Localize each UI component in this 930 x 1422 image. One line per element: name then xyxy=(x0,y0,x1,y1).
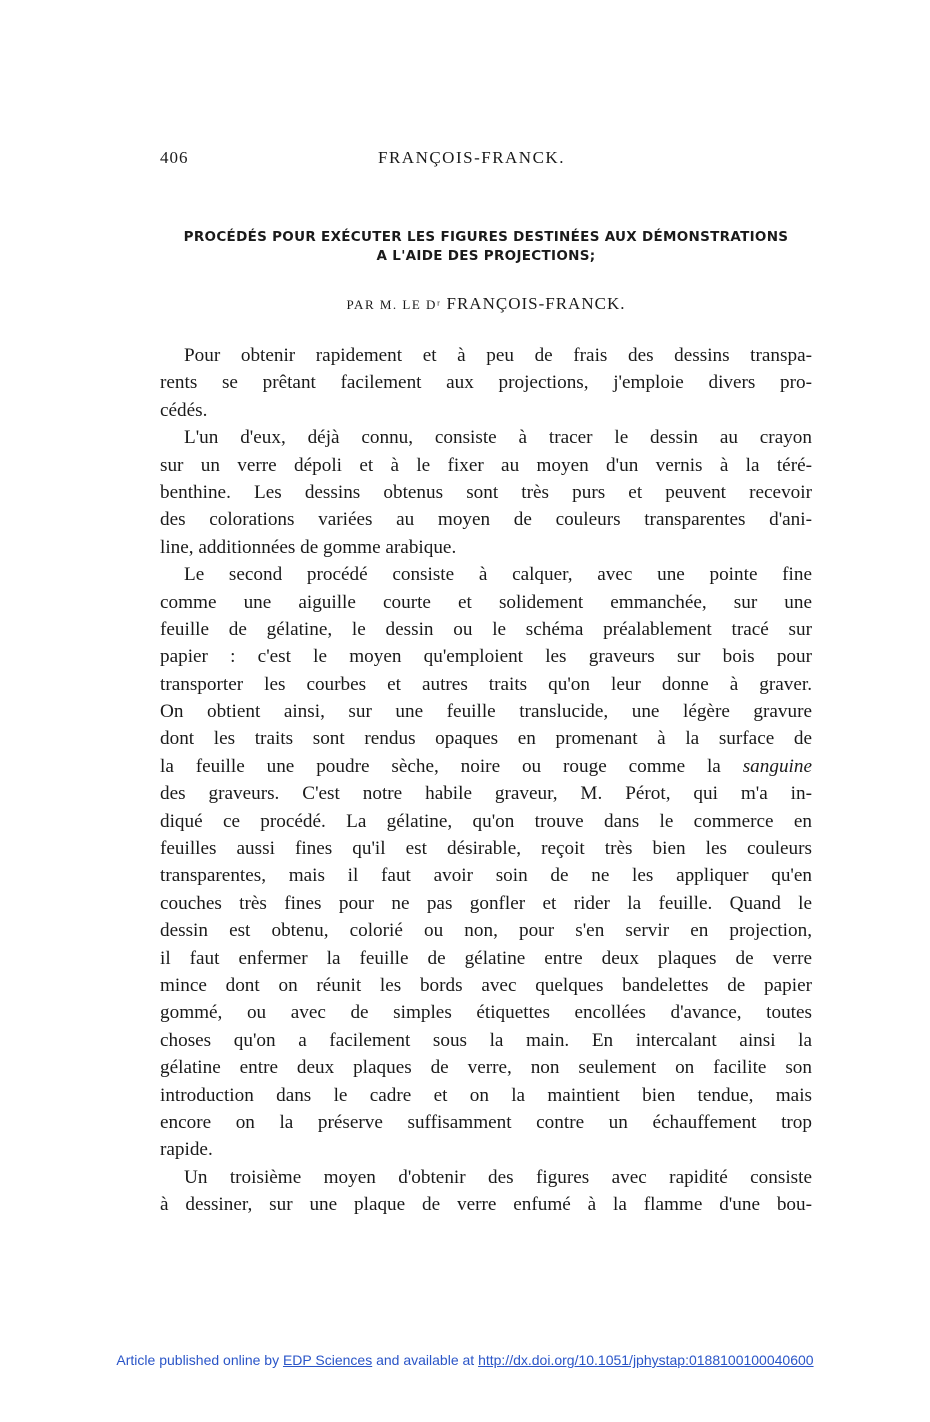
text-line: feuille de gélatine, le dessin ou le schéma préalablement tracé sur xyxy=(160,618,812,640)
text-line: rapide. xyxy=(160,1139,213,1161)
byline xyxy=(158,294,814,314)
text-line: papier : c'est le moyen qu'emploient les graveurs sur bois pour xyxy=(160,646,812,668)
text-line: dont les traits sont rendus opaques en promenant à la surface de xyxy=(160,728,812,750)
text-line: rents se prêtant facilement aux projections, j'emploie divers pro- xyxy=(160,372,812,394)
text-line: des colorations variées au moyen de couleurs transparentes d'ani- xyxy=(160,509,812,531)
text-line: il faut enfermer la feuille de gélatine entre deux plaques de verre xyxy=(160,947,812,969)
text-line: Pour obtenir rapidement et à peu de frais des dessins transpa- xyxy=(184,345,812,366)
text-line: feuilles aussi fines qu'il est désirable, reçoit très bien les couleurs xyxy=(160,838,812,860)
text-line: Un troisième moyen d'obtenir des figures avec rapidité consiste xyxy=(184,1166,812,1188)
byline-prefix: PAR M. LE Dʳ xyxy=(346,297,442,312)
text-line: gommé, ou avec de simples étiquettes encollées d'avance, toutes xyxy=(160,1002,812,1024)
text-line: line, additionnées de gomme arabique. xyxy=(160,536,457,558)
text-line: encore on la préserve suffisamment contre un échauffement trop xyxy=(160,1111,812,1133)
text-line: transporter les courbes et autres traits qu'on leur donne à graver. xyxy=(160,673,812,695)
text-line: benthine. Les dessins obtenus sont très purs et peuvent recevoir xyxy=(160,481,812,503)
text-line: L'un d'eux, déjà connu, consiste à tracer le dessin au crayon xyxy=(184,427,812,449)
footer-text: and available at xyxy=(372,1352,479,1368)
page-number: 406 xyxy=(160,148,189,167)
running-head xyxy=(160,148,812,172)
text-line: cédés. xyxy=(160,399,208,421)
doi-link[interactable]: http://dx.doi.org/10.1051/jphystap:0188100100040600 xyxy=(478,1352,814,1368)
byline-author: FRANÇOIS-FRANCK. xyxy=(446,294,626,313)
text-line: mince dont on réunit les bords avec quelques bandelettes de papier xyxy=(160,974,812,996)
text-line: introduction dans le cadre et on la maintient bien tendue, mais xyxy=(160,1084,812,1106)
text-line: choses qu'on a facilement sous la main. En intercalant ainsi la xyxy=(160,1029,812,1051)
text-line: On obtient ainsi, sur une feuille translucide, une légère gravure xyxy=(160,701,812,723)
text-line: comme une aiguille courte et solidement emmanchée, sur une xyxy=(160,591,812,613)
article-title-line-2: A L'AIDE DES PROJECTIONS; xyxy=(376,248,596,264)
edp-sciences-link[interactable]: EDP Sciences xyxy=(282,1352,373,1368)
text-line: sur un verre dépoli et à le fixer au moyen d'un vernis à la téré- xyxy=(160,454,812,476)
publication-footer xyxy=(0,1352,930,1368)
text-line: transparentes, mais il faut avoir soin de ne les appliquer qu'en xyxy=(160,865,812,887)
footer-text: Article published online by xyxy=(116,1352,283,1368)
text-line: à dessiner, sur une plaque de verre enfumé à la flamme d'une bou- xyxy=(160,1194,812,1216)
text-line: gélatine entre deux plaques de verre, non seulement on facilite son xyxy=(160,1057,812,1079)
article-title xyxy=(158,228,814,266)
text-line: la feuille une poudre sèche, noire ou rouge comme la sanguine xyxy=(160,755,812,777)
article-title-line-1: PROCÉDÉS POUR EXÉCUTER LES FIGURES DESTINÉES AUX DÉMONSTRATIONS xyxy=(183,229,789,245)
text-line: des graveurs. C'est notre habile graveur, M. Pérot, qui m'a in- xyxy=(160,783,812,805)
running-title: FRANÇOIS-FRANCK. xyxy=(378,148,565,167)
text-line: couches très fines pour ne pas gonfler et rider la feuille. Quand le xyxy=(160,892,812,914)
body-text xyxy=(160,342,812,1219)
text-line: Le second procédé consiste à calquer, avec une pointe fine xyxy=(184,564,812,586)
text-line: dessin est obtenu, colorié ou non, pour s'en servir en projection, xyxy=(160,920,812,942)
italic-word: sanguine xyxy=(742,755,812,777)
text-line: diqué ce procédé. La gélatine, qu'on trouve dans le commerce en xyxy=(160,810,812,832)
